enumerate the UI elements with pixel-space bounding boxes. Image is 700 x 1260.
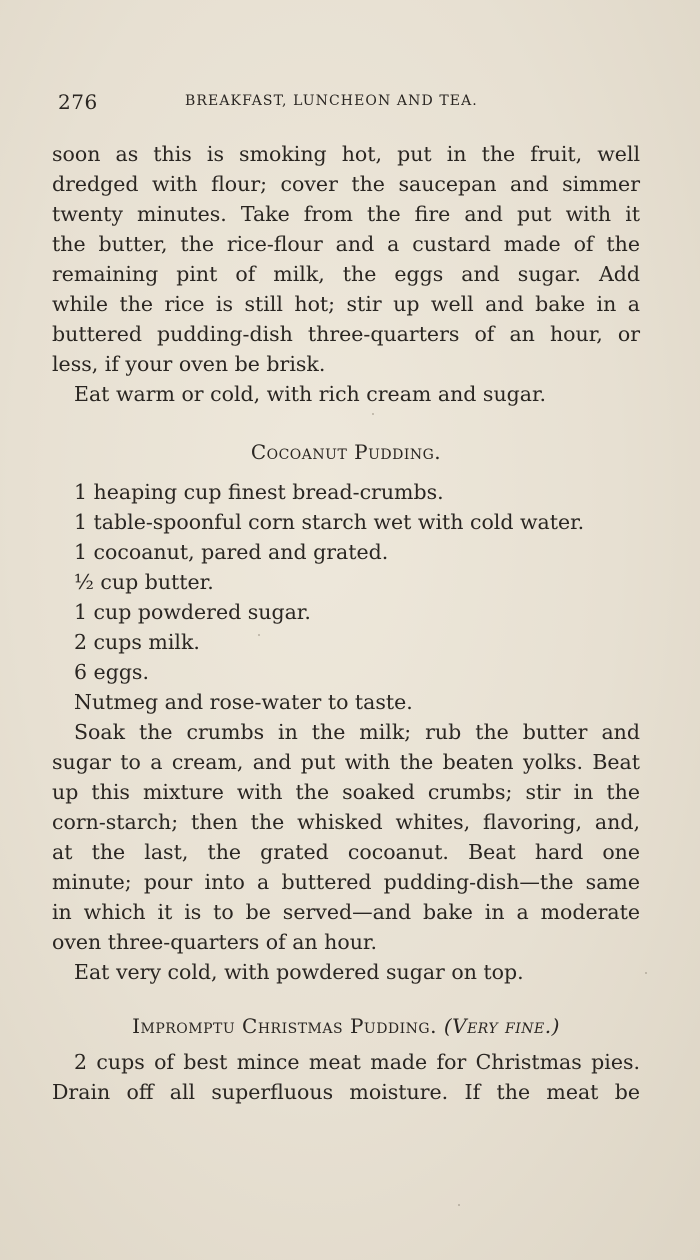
christmas-pudding-title: Impromptu Christmas Pudding. <box>132 1014 437 1038</box>
ingredient-item: 1 heaping cup finest bread-crumbs. <box>74 480 444 504</box>
method-line: in which it is to be served—and bake in a moderate <box>52 900 640 924</box>
page-number: 276 <box>58 90 98 114</box>
method-line: sugar to a cream, and put with the beaten yolks. Beat <box>52 750 640 774</box>
christmas-line: Drain off all superfluous moisture. If the meat be <box>52 1080 640 1104</box>
cocoanut-serving: Eat very cold, with powdered sugar on top. <box>74 960 524 984</box>
continuation-serving: Eat warm or cold, with rich cream and sugar. <box>74 382 547 406</box>
ingredient-item: Nutmeg and rose-water to taste. <box>74 690 413 714</box>
cocoanut-pudding-title: Cocoanut Pudding. <box>250 440 442 464</box>
method-last-line: oven three-quarters of an hour. <box>52 930 377 954</box>
method-line: corn-starch; then the whisked whites, flavoring, and, <box>52 810 640 834</box>
ingredient-item: 1 cup powdered sugar. <box>74 600 311 624</box>
method-line: up this mixture with the soaked crumbs; stir in the <box>52 780 640 804</box>
cocoanut-ingredient-list <box>52 477 640 717</box>
continuation-line: buttered pudding-dish three-quarters of an hour, or <box>52 322 640 346</box>
christmas-line: 2 cups of best mince meat made for Christmas pies. <box>74 1050 640 1074</box>
christmas-pudding-heading <box>52 1009 640 1043</box>
method-line: minute; pour into a buttered pudding-dish—the same <box>52 870 640 894</box>
ingredient-item: 2 cups milk. <box>74 630 200 654</box>
christmas-pudding-note: (Very fine.) <box>443 1014 560 1038</box>
continuation-line: the butter, the rice-flour and a custard made of the <box>52 232 640 256</box>
ingredient-item: 1 table-spoonful corn starch wet with cold water. <box>74 510 585 534</box>
running-head: BREAKFAST, LUNCHEON AND TEA. <box>185 93 478 109</box>
ingredient-item: 1 cocoanut, pared and grated. <box>74 540 389 564</box>
paper-speck <box>372 413 374 415</box>
page-body <box>52 139 640 1107</box>
continuation-line: remaining pint of milk, the eggs and sugar. Add <box>52 262 640 286</box>
paper-speck <box>258 634 260 636</box>
paper-speck <box>458 1204 460 1206</box>
ingredient-item: 6 eggs. <box>74 660 149 684</box>
ingredient-item: ½ cup butter. <box>74 570 214 594</box>
method-line: Soak the crumbs in the milk; rub the butter and <box>74 720 640 744</box>
paper-speck <box>645 972 647 974</box>
page-header <box>58 90 648 114</box>
continuation-line: twenty minutes. Take from the fire and put with it <box>52 202 640 226</box>
continuation-last-line: less, if your oven be brisk. <box>52 352 326 376</box>
continuation-line: soon as this is smoking hot, put in the fruit, well <box>52 142 640 166</box>
continuation-line: dredged with flour; cover the saucepan and simmer <box>52 172 640 196</box>
method-line: at the last, the grated cocoanut. Beat hard one <box>52 840 640 864</box>
continuation-line: while the rice is still hot; stir up well and bake in a <box>52 292 640 316</box>
